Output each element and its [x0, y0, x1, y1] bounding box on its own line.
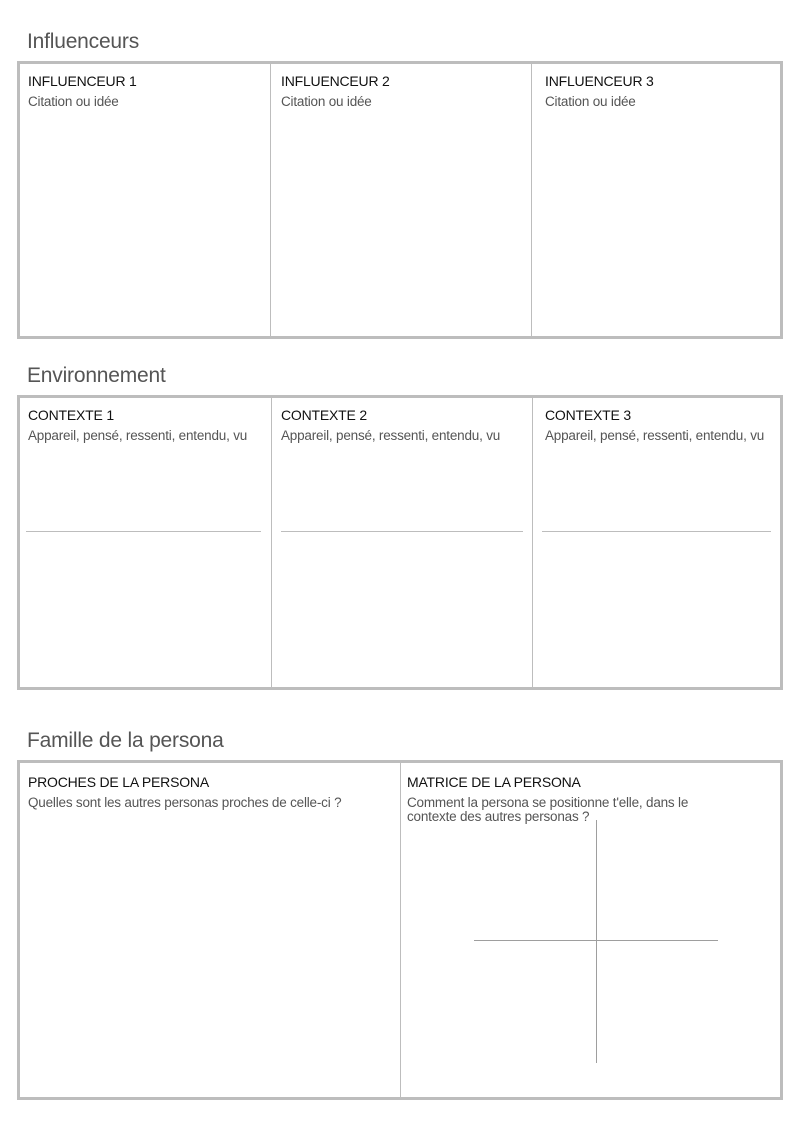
context-2-divider — [281, 531, 523, 532]
influencer-1-title: INFLUENCEUR 1 — [28, 73, 137, 89]
influencer-cell-3[interactable] — [532, 64, 780, 336]
section-title-family: Famille de la persona — [27, 729, 224, 752]
persona-relatives-cell[interactable] — [20, 763, 401, 1097]
matrix-vertical-axis — [596, 820, 597, 1063]
influencers-box — [17, 61, 783, 339]
context-3-divider — [542, 531, 771, 532]
context-cell-2[interactable] — [272, 398, 533, 687]
context-3-title: CONTEXTE 3 — [545, 407, 631, 423]
context-cell-3[interactable] — [533, 398, 780, 687]
influencer-cell-2[interactable] — [271, 64, 532, 336]
context-cell-1[interactable] — [20, 398, 272, 687]
influencer-2-title: INFLUENCEUR 2 — [281, 73, 390, 89]
section-title-influencers: Influenceurs — [27, 30, 140, 53]
context-2-title: CONTEXTE 2 — [281, 407, 367, 423]
persona-matrix-title: MATRICE DE LA PERSONA — [407, 774, 581, 790]
context-2-subtitle: Appareil, pensé, ressenti, entendu, vu — [281, 428, 501, 443]
environment-box — [17, 395, 783, 690]
context-1-divider — [26, 531, 261, 532]
influencer-cell-1[interactable] — [20, 64, 271, 336]
context-1-title: CONTEXTE 1 — [28, 407, 114, 423]
influencer-3-title: INFLUENCEUR 3 — [545, 73, 654, 89]
family-box — [17, 760, 783, 1100]
influencer-3-subtitle: Citation ou idée — [545, 94, 636, 109]
influencer-2-subtitle: Citation ou idée — [281, 94, 372, 109]
persona-relatives-subtitle: Quelles sont les autres personas proches de celle-ci ? — [28, 795, 342, 810]
persona-matrix-cell[interactable] — [401, 763, 780, 1097]
section-title-environment: Environnement — [27, 364, 166, 387]
matrix-horizontal-axis — [474, 940, 718, 941]
persona-relatives-title: PROCHES DE LA PERSONA — [28, 774, 209, 790]
influencer-1-subtitle: Citation ou idée — [28, 94, 119, 109]
context-1-subtitle: Appareil, pensé, ressenti, entendu, vu — [28, 428, 248, 443]
persona-matrix-subtitle: Comment la persona se positionne t'elle, dans le contexte des autres personas ? — [407, 795, 689, 824]
context-3-subtitle: Appareil, pensé, ressenti, entendu, vu — [545, 428, 765, 443]
